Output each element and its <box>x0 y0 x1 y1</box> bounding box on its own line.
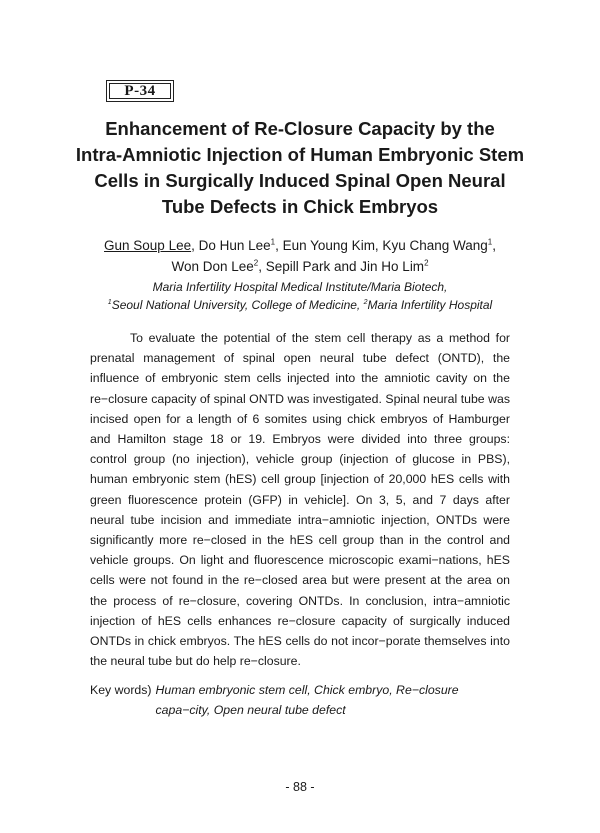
first-author: Gun Soup Lee <box>104 238 192 253</box>
affiliation-mark: 1 <box>270 237 276 247</box>
author-line-1 <box>40 235 560 256</box>
abstract-body: To evaluate the potential of the stem cell therapy as a method for prenatal management of spinal open neural tube defect (ONTD), the influence of embryonic stem cells injected into the amniotic cavity on the re−closure capacity of spinal ONTD was investigated. Spinal neural tube was incised open for a length of 6 somites using chick embryos of Hamburger and Hamilton stage 18 or 19. Embryos were divided into three groups: control group (no injection), vehicle group (injection of glucose in PBS), human embryonic stem (hES) cell group [injection of 20,000 hES cells with green fluorescence protein (GFP) in vehicle]. On 3, 5, and 7 days after neural tube incision and immediate intra−amniotic injection, ONTDs were significantly more re−closed in the hES cell group than in the control and vehicle groups. On light and fluorescence microscopic exami−nations, hES cells were not found in the re−closed area but were present at the area on the process of re−closure, covering ONTDs. In conclusion, intra−amniotic injection of hES cells enhances re−closure capacity of surgically induced ONTDs in chick embryos. The hES cells do not incor−porate themselves into the neural tube but do help re−closure. <box>90 331 510 669</box>
poster-code-box <box>106 80 174 102</box>
poster-code: P-34 <box>124 82 156 99</box>
title-line: Cells in Surgically Induced Spinal Open Neural <box>94 170 506 191</box>
author-text: Won Don Lee <box>171 259 254 274</box>
affiliations <box>40 278 560 314</box>
title-line: Enhancement of Re-Closure Capacity by the <box>105 118 495 139</box>
paper-title <box>60 116 540 220</box>
keywords-values: Human embryonic stem cell, Chick embryo, Re−closure capa−city, Open neural tube defect <box>155 683 459 717</box>
affiliation-mark: 1 <box>107 299 112 306</box>
affiliation-mark: 2 <box>424 258 429 268</box>
title-line: Tube Defects in Chick Embryos <box>161 196 439 217</box>
author-text: , Eun Young Kim, Kyu Chang Wang <box>275 238 488 253</box>
keywords <box>90 680 510 720</box>
author-text: , Sepill Park and Jin Ho Lim <box>258 259 425 274</box>
affiliation-text: Seoul National University, College of Medicine, <box>111 298 364 312</box>
affiliation-line-1: Maria Infertility Hospital Medical Institute/Maria Biotech, <box>152 280 448 294</box>
affiliation-mark: 1 <box>487 237 493 247</box>
keywords-label: Key words) <box>90 683 152 697</box>
affiliation-text: Maria Infertility Hospital <box>367 298 493 312</box>
affiliation-line-2 <box>40 296 560 314</box>
page-number: - 88 - <box>285 780 315 794</box>
author-text: , <box>492 238 496 253</box>
author-text: , Do Hun Lee <box>191 238 271 253</box>
affiliation-mark: 2 <box>363 299 368 306</box>
affiliation-mark: 2 <box>253 258 259 268</box>
author-line-2 <box>40 256 560 277</box>
title-line: Intra-Amniotic Injection of Human Embryonic Stem <box>75 144 525 165</box>
author-list <box>40 235 560 277</box>
